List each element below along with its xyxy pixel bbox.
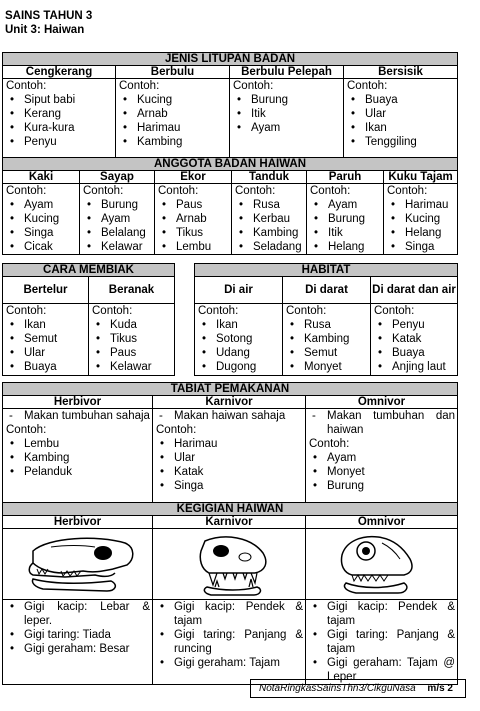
example-list — [158, 198, 229, 254]
contoh-label: Contoh: — [92, 305, 133, 317]
list-item: • Monyet — [309, 465, 455, 479]
list-item: • Gigi taring: Panjang & runcing — [156, 628, 303, 656]
herbivore-skull-icon — [3, 529, 153, 599]
list-item: • Harimau — [156, 437, 303, 451]
list-item: • Kambing — [119, 135, 227, 149]
list-item: • Ayam — [83, 212, 152, 226]
source-credit: NotaRingkasSainsThn3/CikguNasa — [259, 683, 416, 694]
example-list — [6, 318, 86, 374]
list-item: • Anjing laut — [374, 360, 455, 374]
list-item: • Penyu — [6, 135, 113, 149]
list-item: • Siput babi — [6, 93, 113, 107]
list-item: • Arnab — [158, 212, 229, 226]
list-item: • Monyet — [286, 360, 368, 374]
teeth-list — [309, 600, 455, 684]
litupan-body — [3, 79, 458, 163]
list-item: • Ikan — [198, 318, 280, 332]
list-item: • Lembu — [6, 437, 150, 451]
list-item: • Burung — [233, 93, 341, 107]
contoh-label: Contoh: — [387, 185, 428, 197]
contoh-label: Contoh: — [6, 185, 47, 197]
list-item: • Harimau — [387, 198, 455, 212]
list-item: • Rusa — [286, 318, 368, 332]
list-item: • Itik — [233, 107, 341, 121]
page-header — [5, 9, 92, 37]
teeth-list — [156, 600, 303, 670]
example-list — [156, 437, 303, 493]
example-list — [309, 451, 455, 493]
list-item: • Gigi kacip: Pendek & tajam — [156, 600, 303, 628]
list-item: • Kerbau — [235, 212, 304, 226]
contoh-label: Contoh: — [119, 80, 160, 92]
litupan-table — [2, 52, 458, 163]
tabiat-table — [2, 382, 458, 507]
col-header: Kaki — [3, 171, 80, 184]
tabiat-cell — [306, 409, 458, 507]
contoh-label: Contoh: — [156, 424, 197, 436]
col-header: Karnivor — [153, 516, 306, 529]
contoh-label: Contoh: — [347, 80, 388, 92]
list-item: • Penyu — [374, 318, 455, 332]
diet-description: - Makan tumbuhan sahaja — [6, 409, 150, 423]
herbivore-skull-image — [3, 529, 153, 600]
anggota-cell — [80, 184, 155, 255]
col-header: Herbivor — [3, 396, 153, 409]
col-header: Bersisik — [344, 66, 458, 79]
list-item: • Cicak — [6, 240, 77, 254]
list-item: • Singa — [6, 226, 77, 240]
litupan-cell — [116, 79, 230, 163]
anggota-cell — [232, 184, 307, 255]
tabiat-cell — [3, 409, 153, 507]
list-item: • Harimau — [119, 121, 227, 135]
anggota-cell — [384, 184, 458, 255]
membiak-headers — [3, 277, 175, 304]
example-list — [92, 318, 172, 374]
contoh-label: Contoh: — [83, 185, 124, 197]
anggota-cell — [155, 184, 232, 255]
col-header: Ekor — [155, 171, 232, 184]
membiak-table — [2, 263, 175, 376]
contoh-label: Contoh: — [198, 305, 239, 317]
membiak-body — [3, 304, 175, 376]
list-item: • Gigi geraham: Tajam — [156, 656, 303, 670]
diet-description: - Makan haiwan sahaja — [156, 409, 303, 423]
col-header: Beranak — [89, 277, 175, 304]
contoh-label: Contoh: — [6, 424, 47, 436]
col-header: Kuku Tajam — [384, 171, 458, 184]
col-header: Omnivor — [306, 396, 458, 409]
habitat-table — [194, 263, 458, 376]
example-list — [198, 318, 280, 374]
list-item: • Sotong — [198, 332, 280, 346]
contoh-label: Contoh: — [235, 185, 276, 197]
col-header: Cengkerang — [3, 66, 116, 79]
page-number: m/s 2 — [427, 683, 453, 694]
habitat-body — [195, 304, 458, 376]
list-item: • Buaya — [347, 93, 455, 107]
litupan-cell — [344, 79, 458, 163]
contoh-label: Contoh: — [309, 438, 350, 450]
col-header: Herbivor — [3, 516, 153, 529]
habitat-cell — [283, 304, 371, 376]
list-item: • Singa — [387, 240, 455, 254]
anggota-table — [2, 157, 458, 255]
list-item: • Seladang — [235, 240, 304, 254]
contoh-label: Contoh: — [158, 185, 199, 197]
col-header: Paruh — [307, 171, 384, 184]
list-item: • Tenggiling — [347, 135, 455, 149]
list-item: • Tikus — [92, 332, 172, 346]
anggota-headers — [3, 171, 458, 184]
kegigian-title: KEGIGIAN HAIWAN — [3, 503, 458, 516]
col-header: Di darat — [283, 277, 371, 304]
list-item: • Gigi taring: Panjang & tajam — [309, 628, 455, 656]
habitat-cell — [371, 304, 458, 376]
membiak-cell — [89, 304, 175, 376]
list-item: • Ular — [156, 451, 303, 465]
tabiat-headers — [3, 396, 458, 409]
list-item: • Tikus — [158, 226, 229, 240]
litupan-cell — [230, 79, 344, 163]
list-item: • Burung — [83, 198, 152, 212]
contoh-label: Contoh: — [286, 305, 327, 317]
membiak-title: CARA MEMBIAK — [3, 264, 175, 277]
example-list — [310, 198, 381, 254]
col-header: Bertelur — [3, 277, 89, 304]
contoh-label: Contoh: — [374, 305, 415, 317]
list-item: • Katak — [156, 465, 303, 479]
list-item: • Paus — [92, 346, 172, 360]
list-item: • Kambing — [6, 451, 150, 465]
list-item: • Paus — [158, 198, 229, 212]
tabiat-cell — [153, 409, 306, 507]
list-item: • Helang — [310, 240, 381, 254]
list-item: • Itik — [310, 226, 381, 240]
list-item: • Gigi geraham: Besar — [6, 642, 150, 656]
list-item: • Burung — [309, 479, 455, 493]
contoh-label: Contoh: — [233, 80, 274, 92]
contoh-label: Contoh: — [310, 185, 351, 197]
membiak-cell — [3, 304, 89, 376]
list-item: • Buaya — [374, 346, 455, 360]
litupan-title: JENIS LITUPAN BADAN — [3, 53, 458, 66]
omnivore-skull-image — [306, 529, 458, 600]
example-list — [347, 93, 455, 149]
list-item: • Kucing — [387, 212, 455, 226]
list-item: • Kucing — [6, 212, 77, 226]
col-header: Omnivor — [306, 516, 458, 529]
list-item: • Kelawar — [83, 240, 152, 254]
example-list — [6, 198, 77, 254]
list-item: • Katak — [374, 332, 455, 346]
list-item: • Kambing — [235, 226, 304, 240]
kegigian-table — [2, 502, 458, 685]
col-header: Di air — [195, 277, 283, 304]
example-list — [233, 93, 341, 135]
list-item: • Ayam — [310, 198, 381, 212]
list-item: • Semut — [6, 332, 86, 346]
example-list — [83, 198, 152, 254]
list-item: • Burung — [310, 212, 381, 226]
list-item: • Kelawar — [92, 360, 172, 374]
anggota-title: ANGGOTA BADAN HAIWAN — [3, 158, 458, 171]
litupan-cell — [3, 79, 116, 163]
teeth-list — [6, 600, 150, 656]
anggota-cell — [307, 184, 384, 255]
example-list — [6, 437, 150, 479]
example-list — [235, 198, 304, 254]
litupan-headers — [3, 66, 458, 79]
kegigian-cell — [3, 600, 153, 685]
diet-description: - Makan tumbuhan dan haiwan — [309, 409, 455, 437]
page-footer — [250, 679, 466, 698]
habitat-title: HABITAT — [195, 264, 458, 277]
example-list — [387, 198, 455, 254]
col-header: Tanduk — [232, 171, 307, 184]
example-list — [286, 318, 368, 374]
contoh-label: Contoh: — [6, 305, 47, 317]
carnivore-skull-icon — [153, 529, 306, 599]
list-item: • Ular — [347, 107, 455, 121]
list-item: • Helang — [387, 226, 455, 240]
list-item: • Kerang — [6, 107, 113, 121]
anggota-cell — [3, 184, 80, 255]
list-item: • Lembu — [158, 240, 229, 254]
kegigian-cell — [153, 600, 306, 685]
tabiat-body — [3, 409, 458, 507]
omnivore-skull-icon — [306, 529, 458, 599]
anggota-body — [3, 184, 458, 255]
tabiat-title: TABIAT PEMAKANAN — [3, 383, 458, 396]
habitat-cell — [195, 304, 283, 376]
example-list — [374, 318, 455, 374]
list-item: • Kucing — [119, 93, 227, 107]
kegigian-cell — [306, 600, 458, 685]
list-item: • Ikan — [6, 318, 86, 332]
col-header: Berbulu Pelepah — [230, 66, 344, 79]
list-item: • Belalang — [83, 226, 152, 240]
subject-title: SAINS TAHUN 3 — [5, 10, 93, 22]
list-item: • Udang — [198, 346, 280, 360]
list-item: • Semut — [286, 346, 368, 360]
kegigian-body — [3, 600, 458, 685]
col-header: Berbulu — [116, 66, 230, 79]
list-item: • Arnab — [119, 107, 227, 121]
list-item: • Kura-kura — [6, 121, 113, 135]
example-list — [6, 93, 113, 149]
list-item: • Ayam — [6, 198, 77, 212]
col-header: Sayap — [80, 171, 155, 184]
example-list — [119, 93, 227, 149]
list-item: • Ayam — [309, 451, 455, 465]
col-header: Di darat dan air — [371, 277, 458, 304]
kegigian-skulls — [3, 529, 458, 600]
list-item: • Gigi taring: Tiada — [6, 628, 150, 642]
list-item: • Gigi kacip: Lebar & leper. — [6, 600, 150, 628]
col-header: Karnivor — [153, 396, 306, 409]
list-item: • Pelanduk — [6, 465, 150, 479]
unit-title: Unit 3: Haiwan — [5, 24, 85, 36]
kegigian-headers — [3, 516, 458, 529]
contoh-label: Contoh: — [6, 80, 47, 92]
list-item: • Gigi geraham: Tajam @ Leper — [309, 656, 455, 684]
list-item: • Ikan — [347, 121, 455, 135]
list-item: • Buaya — [6, 360, 86, 374]
list-item: • Singa — [156, 479, 303, 493]
list-item: • Dugong — [198, 360, 280, 374]
list-item: • Rusa — [235, 198, 304, 212]
list-item: • Kuda — [92, 318, 172, 332]
list-item: • Gigi kacip: Pendek & tajam — [309, 600, 455, 628]
habitat-headers — [195, 277, 458, 304]
list-item: • Ular — [6, 346, 86, 360]
list-item: • Ayam — [233, 121, 341, 135]
list-item: • Kambing — [286, 332, 368, 346]
carnivore-skull-image — [153, 529, 306, 600]
